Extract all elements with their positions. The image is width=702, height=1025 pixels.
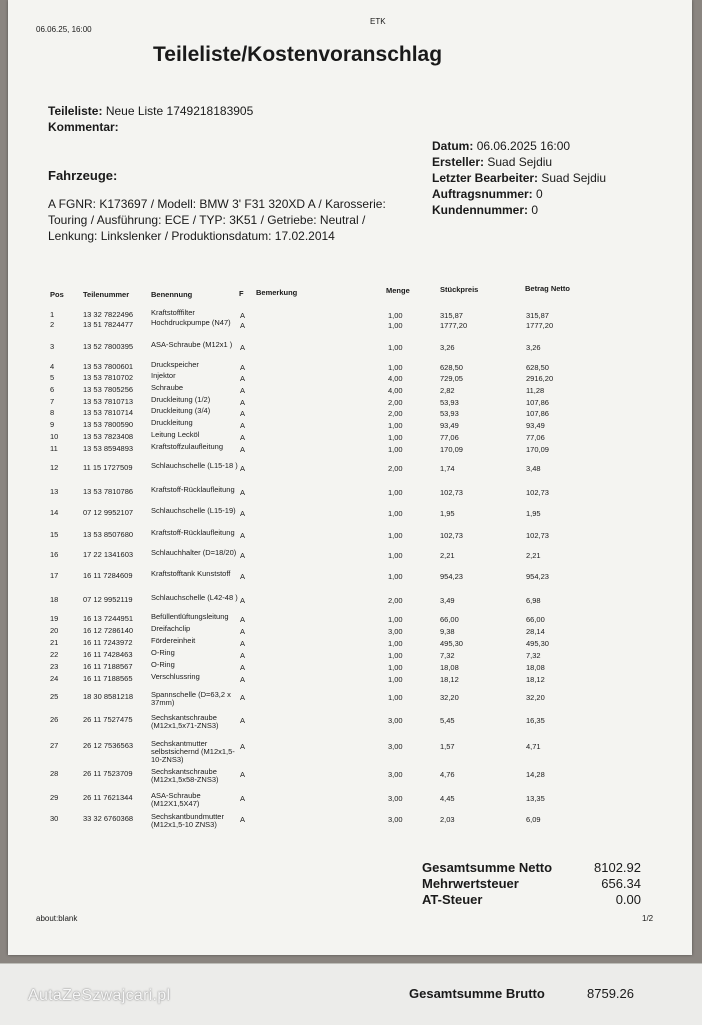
cell-st: 1,95: [440, 509, 455, 518]
bearbeiter-value: Suad Sejdiu: [541, 171, 607, 185]
cell-ben: O-Ring: [151, 660, 175, 669]
cell-me: 1,00: [388, 363, 403, 372]
cell-f: A: [240, 596, 246, 605]
cell-f: A: [240, 675, 246, 684]
cell-pos: 13: [50, 487, 59, 496]
fahrzeuge-label: Fahrzeuge:: [48, 168, 118, 183]
cell-tn: 13 53 7810786: [83, 487, 134, 496]
cell-be: 107,86: [526, 409, 549, 418]
cell-pos: 4: [50, 362, 55, 371]
cell-me: 3,00: [388, 742, 403, 751]
cell-me: 1,00: [388, 445, 403, 454]
cell-pos: 7: [50, 397, 55, 406]
cell-ben: Leitung Lecköl: [151, 430, 200, 439]
cell-st: 3,26: [440, 343, 455, 352]
cell-ben: ASA-Schraube (M12x1 ): [151, 340, 233, 349]
cell-me: 1,00: [388, 343, 403, 352]
cell-ben: Sechskantschraube (M12x1,5x71-ZNS3): [151, 713, 219, 730]
cell-ben: Druckleitung (1/2): [151, 395, 211, 404]
cell-be: 66,00: [526, 615, 545, 624]
cell-tn: 13 52 7800395: [83, 342, 134, 351]
brutto-value: 8759.26: [587, 986, 634, 1001]
cell-be: 170,09: [526, 445, 549, 454]
cell-tn: 16 11 7284609: [83, 571, 133, 580]
cell-ben: Kraftstoffzulaufleitung: [151, 442, 223, 451]
cell-st: 77,06: [440, 433, 459, 442]
cell-ben: Spannschelle (D=63,2 x 37mm): [151, 690, 231, 707]
cell-tn: 13 53 7810713: [83, 397, 134, 406]
cell-tn: 13 53 8507680: [83, 530, 134, 539]
cell-pos: 8: [50, 408, 55, 417]
cell-pos: 12: [50, 463, 59, 472]
cell-me: 1,00: [388, 651, 403, 660]
cell-tn: 16 11 7428463: [83, 650, 133, 659]
cell-pos: 26: [50, 715, 59, 724]
cell-me: 1,00: [388, 421, 403, 430]
cell-be: 3,48: [526, 464, 541, 473]
cell-be: 2,21: [526, 551, 541, 560]
cell-f: A: [240, 343, 246, 352]
cell-f: A: [240, 509, 246, 518]
cell-ben: Druckspeicher: [151, 360, 199, 369]
cell-me: 1,00: [388, 675, 403, 684]
cell-f: A: [240, 770, 246, 779]
col-pos: Pos: [50, 290, 64, 299]
datum-value: 06.06.2025 16:00: [476, 139, 571, 153]
cell-ben: ASA-Schraube (M12X1,5X47): [151, 791, 201, 808]
auftrag-value: 0: [536, 187, 543, 201]
col-menge: Menge: [386, 286, 410, 295]
cell-f: A: [240, 386, 246, 395]
cell-st: 9,38: [440, 627, 455, 636]
cell-be: 11,28: [526, 386, 545, 395]
cell-st: 5,45: [440, 716, 455, 725]
cell-f: A: [240, 488, 246, 497]
cell-tn: 16 11 7243972: [83, 638, 133, 647]
cell-ben: Sechskantschraube (M12x1,5x58-ZNS3): [151, 767, 219, 784]
cell-pos: 25: [50, 692, 59, 701]
cell-pos: 15: [50, 530, 59, 539]
ersteller-label: Ersteller:: [432, 155, 485, 169]
cell-ben: Sechskantmutter selbstsichernd (M12x1,5-10-ZNS3): [151, 739, 235, 764]
teileliste-label: Teileliste:: [48, 104, 103, 118]
cell-st: 93,49: [440, 421, 459, 430]
cell-f: A: [240, 693, 246, 702]
mwst-label: Mehrwertsteuer: [422, 876, 519, 891]
cell-f: A: [240, 716, 246, 725]
cell-st: 18,08: [440, 663, 459, 672]
meta-block: [432, 138, 606, 218]
bearbeiter-label: Letzter Bearbeiter:: [432, 171, 539, 185]
cell-pos: 23: [50, 662, 59, 671]
cell-st: 170,09: [440, 445, 463, 454]
cell-ben: Sechskantbundmutter (M12x1,5-10 ZNS3): [151, 812, 224, 829]
cell-be: 14,28: [526, 770, 545, 779]
cell-me: 2,00: [388, 409, 403, 418]
col-f: F: [239, 289, 244, 298]
cell-st: 53,93: [440, 409, 459, 418]
netto-label: Gesamtsumme Netto: [422, 860, 553, 875]
print-timestamp: 06.06.25, 16:00: [36, 25, 92, 34]
cell-me: 3,00: [388, 794, 403, 803]
cell-f: A: [240, 398, 246, 407]
cell-pos: 6: [50, 385, 55, 394]
cell-be: 315,87: [526, 311, 549, 320]
cell-pos: 1: [50, 310, 55, 319]
col-stueckpreis: Stückpreis: [440, 285, 479, 294]
cell-st: 7,32: [440, 651, 455, 660]
cell-tn: 26 11 7523709: [83, 769, 133, 778]
cell-me: 3,00: [388, 770, 403, 779]
cell-f: A: [240, 421, 246, 430]
cell-tn: 13 53 8594893: [83, 444, 134, 453]
cell-tn: 17 22 1341603: [83, 550, 134, 559]
page-title: Teileliste/Kostenvoranschlag: [153, 43, 443, 66]
cell-me: 3,00: [388, 815, 403, 824]
cell-st: 315,87: [440, 311, 463, 320]
cell-ben: Schlauchschelle (L42-48 ): [151, 593, 238, 602]
cell-st: 4,45: [440, 794, 455, 803]
cell-be: 102,73: [526, 488, 549, 497]
cell-tn: 16 13 7244951: [83, 614, 134, 623]
cell-st: 53,93: [440, 398, 459, 407]
cell-st: 2,82: [440, 386, 455, 395]
cell-f: A: [240, 464, 246, 473]
cell-pos: 21: [50, 638, 59, 647]
cell-st: 2,21: [440, 551, 455, 560]
cell-be: 4,71: [526, 742, 541, 751]
app-name: ETK: [370, 17, 386, 26]
cell-tn: 16 11 7188565: [83, 674, 133, 683]
col-teilenummer: Teilenummer: [83, 290, 130, 299]
datum-label: Datum:: [432, 139, 474, 153]
cell-ben: Druckleitung (3/4): [151, 406, 211, 415]
cell-be: 628,50: [526, 363, 549, 372]
cell-pos: 29: [50, 793, 59, 802]
cell-pos: 10: [50, 432, 59, 441]
cell-me: 1,00: [388, 663, 403, 672]
cell-be: 6,09: [526, 815, 541, 824]
cell-be: 18,08: [526, 663, 545, 672]
cell-st: 628,50: [440, 363, 463, 372]
teileliste-value: Neue Liste 1749218183905: [105, 104, 254, 118]
cell-tn: 13 53 7810714: [83, 408, 134, 417]
watermark: AutaZeSzwajcari.pl: [28, 987, 171, 1004]
auftrag-label: Auftragsnummer:: [432, 187, 533, 201]
cell-st: 3,49: [440, 596, 455, 605]
mwst-value: 656.34: [601, 876, 641, 891]
cell-ben: Druckleitung: [151, 418, 193, 427]
cell-be: 16,35: [526, 716, 545, 725]
brutto-label: Gesamtsumme Brutto: [409, 986, 545, 1001]
cell-st: 954,23: [440, 572, 463, 581]
cell-me: 3,00: [388, 627, 403, 636]
cell-be: 32,20: [526, 693, 545, 702]
cell-st: 102,73: [440, 531, 463, 540]
cell-me: 1,00: [388, 693, 403, 702]
cell-pos: 30: [50, 814, 59, 823]
cell-tn: 13 53 7810702: [83, 373, 134, 382]
cell-me: 1,00: [388, 311, 403, 320]
cell-tn: 26 11 7527475: [83, 715, 133, 724]
cell-tn: 18 30 8581218: [83, 692, 134, 701]
cell-ben: Verschlussring: [151, 672, 200, 681]
cell-be: 1777,20: [526, 321, 554, 330]
cell-pos: 9: [50, 420, 55, 429]
cell-f: A: [240, 374, 246, 383]
cell-me: 1,00: [388, 615, 403, 624]
cell-f: A: [240, 311, 246, 320]
cell-me: 1,00: [388, 639, 403, 648]
cell-be: 2916,20: [526, 374, 554, 383]
cell-st: 32,20: [440, 693, 459, 702]
cell-tn: 13 53 7823408: [83, 432, 134, 441]
cell-tn: 26 11 7621344: [83, 793, 133, 802]
cell-pos: 22: [50, 650, 59, 659]
cell-be: 93,49: [526, 421, 545, 430]
cell-me: 2,00: [388, 596, 403, 605]
cell-me: 1,00: [388, 531, 403, 540]
cell-f: A: [240, 531, 246, 540]
kommentar-label: Kommentar:: [48, 120, 119, 134]
cell-st: 495,30: [440, 639, 463, 648]
cell-be: 28,14: [526, 627, 545, 636]
cell-be: 18,12: [526, 675, 545, 684]
ersteller-value: Suad Sejdiu: [487, 155, 553, 169]
cell-f: A: [240, 433, 246, 442]
cell-tn: 11 15 1727509: [83, 463, 133, 472]
cell-tn: 33 32 6760368: [83, 814, 134, 823]
cell-tn: 07 12 9952107: [83, 508, 134, 517]
cell-pos: 11: [50, 444, 58, 453]
cell-tn: 13 32 7822496: [83, 310, 134, 319]
cell-be: 107,86: [526, 398, 549, 407]
cell-pos: 16: [50, 550, 59, 559]
col-betrag: Betrag Netto: [525, 284, 571, 293]
cell-tn: 13 53 7800601: [83, 362, 134, 371]
cell-be: 13,35: [526, 794, 545, 803]
netto-value: 8102.92: [594, 860, 641, 875]
cell-ben: Kraftstoff-Rücklaufleitung: [151, 485, 235, 494]
cell-me: 1,00: [388, 488, 403, 497]
document-page-1: [8, 0, 692, 955]
cell-st: 102,73: [440, 488, 463, 497]
teileliste-line: [48, 103, 253, 119]
cell-me: 2,00: [388, 464, 403, 473]
cell-ben: O-Ring: [151, 648, 175, 657]
cell-ben: Schlauchschelle (L15-19): [151, 506, 236, 515]
cell-me: 1,00: [388, 433, 403, 442]
cell-pos: 14: [50, 508, 59, 517]
col-bemerkung: Bemerkung: [256, 288, 298, 297]
cell-tn: 26 12 7536563: [83, 741, 134, 750]
cell-be: 6,98: [526, 596, 541, 605]
cell-me: 1,00: [388, 572, 403, 581]
cell-ben: Hochdruckpumpe (N47): [151, 318, 231, 327]
cell-st: 18,12: [440, 675, 459, 684]
footer-page: 1/2: [642, 914, 654, 923]
cell-tn: 16 11 7188567: [83, 662, 133, 671]
cell-f: A: [240, 321, 246, 330]
cell-f: A: [240, 742, 246, 751]
fahrzeug-line-1: A FGNR: K173697 / Modell: BMW 3' F31 320XD A / Karosserie:: [48, 197, 386, 211]
cell-be: 102,73: [526, 531, 549, 540]
cell-ben: Schlauchschelle (L15-18 ): [151, 461, 238, 470]
cell-tn: 13 53 7805256: [83, 385, 134, 394]
cell-pos: 5: [50, 373, 55, 382]
cell-me: 3,00: [388, 716, 403, 725]
cell-f: A: [240, 651, 246, 660]
cell-st: 729,05: [440, 374, 463, 383]
cell-pos: 17: [50, 571, 59, 580]
cell-tn: 13 53 7800590: [83, 420, 134, 429]
cell-be: 3,26: [526, 343, 541, 352]
cell-ben: Fördereinheit: [151, 636, 196, 645]
cell-pos: 18: [50, 595, 59, 604]
kunde-value: 0: [531, 203, 539, 217]
cell-me: 1,00: [388, 321, 403, 330]
cell-me: 1,00: [388, 509, 403, 518]
cell-st: 66,00: [440, 615, 459, 624]
at-steuer-label: AT-Steuer: [422, 892, 483, 907]
cell-tn: 13 51 7824477: [83, 320, 134, 329]
cell-me: 4,00: [388, 386, 403, 395]
fahrzeug-line-3: Lenkung: Linkslenker / Produktionsdatum: 17.02.2014: [48, 229, 335, 243]
cell-f: A: [240, 445, 246, 454]
cell-pos: 2: [50, 320, 55, 329]
cell-ben: Schraube: [151, 383, 184, 392]
cell-ben: Kraftstofffilter: [151, 308, 195, 317]
cell-st: 4,76: [440, 770, 455, 779]
cell-be: 7,32: [526, 651, 541, 660]
kunde-label: Kundennummer:: [432, 203, 528, 217]
cell-pos: 27: [50, 741, 59, 750]
fahrzeug-line-2: Touring / Ausführung: ECE / TYP: 3K51 / Getriebe: Neutral /: [48, 213, 366, 227]
cell-f: A: [240, 409, 246, 418]
cell-tn: 07 12 9952119: [83, 595, 133, 604]
cell-ben: Befüllentlüftungsleitung: [151, 612, 229, 621]
cell-ben: Kraftstofftank Kunststoff: [151, 569, 231, 578]
cell-pos: 24: [50, 674, 59, 683]
cell-ben: Dreifachclip: [151, 624, 191, 633]
cell-f: A: [240, 572, 246, 581]
cell-f: A: [240, 639, 246, 648]
cell-f: A: [240, 815, 246, 824]
cell-f: A: [240, 615, 246, 624]
cell-ben: Injektor: [151, 371, 176, 380]
cell-tn: 16 12 7286140: [83, 626, 134, 635]
cell-st: 1,74: [440, 464, 455, 473]
cell-ben: Schlauchhalter (D=18/20): [151, 548, 237, 557]
col-benennung: Benennung: [151, 290, 193, 299]
cell-pos: 19: [50, 614, 59, 623]
cell-be: 77,06: [526, 433, 545, 442]
cell-f: A: [240, 627, 246, 636]
cell-f: A: [240, 794, 246, 803]
cell-ben: Kraftstoff-Rücklaufleitung: [151, 528, 235, 537]
cell-f: A: [240, 363, 246, 372]
footer-url: about:blank: [36, 914, 78, 923]
cell-pos: 28: [50, 769, 59, 778]
cell-st: 1,57: [440, 742, 455, 751]
cell-pos: 3: [50, 342, 55, 351]
cell-st: 1777,20: [440, 321, 468, 330]
table-header: [8, 284, 692, 300]
cell-be: 495,30: [526, 639, 549, 648]
cell-pos: 20: [50, 626, 59, 635]
cell-be: 954,23: [526, 572, 549, 581]
cell-me: 1,00: [388, 551, 403, 560]
cell-be: 1,95: [526, 509, 541, 518]
cell-me: 4,00: [388, 374, 403, 383]
cell-f: A: [240, 663, 246, 672]
cell-me: 2,00: [388, 398, 403, 407]
cell-f: A: [240, 551, 246, 560]
at-steuer-value: 0.00: [615, 892, 641, 907]
cell-st: 2,03: [440, 815, 455, 824]
